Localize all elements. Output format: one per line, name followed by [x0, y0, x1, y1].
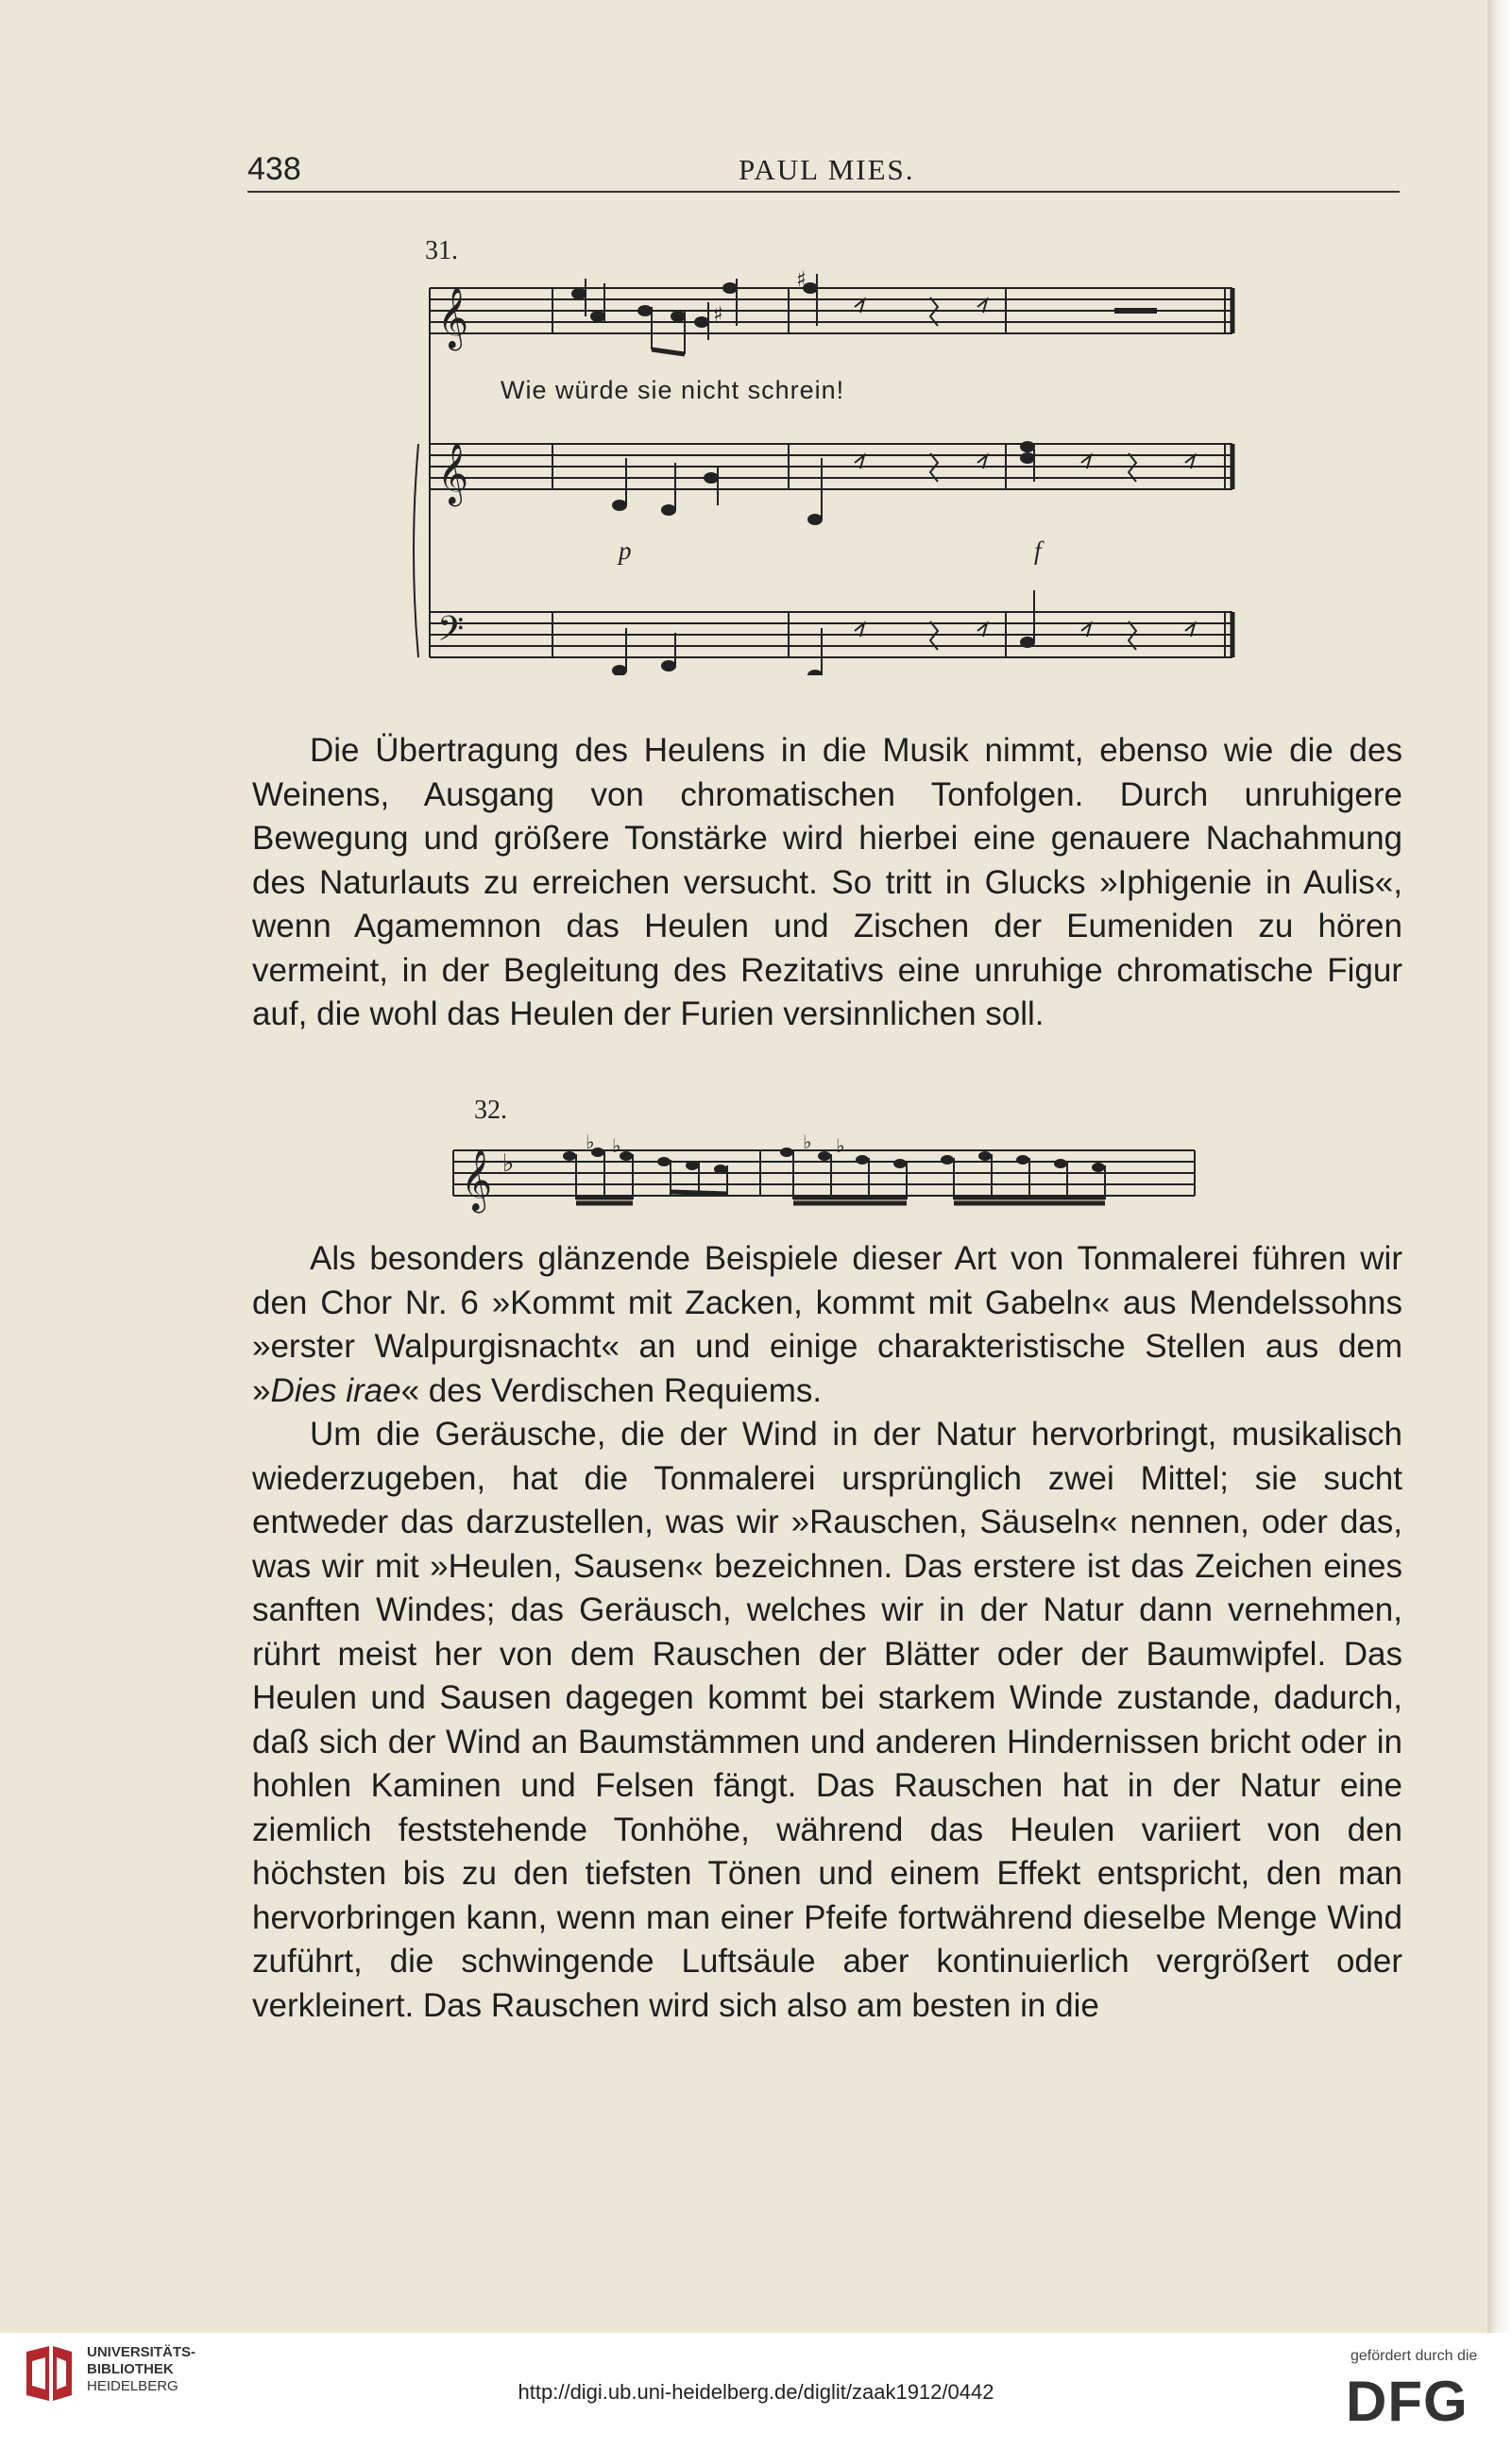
page-number: 438 — [247, 151, 301, 187]
svg-text:♭: ♭ — [586, 1133, 595, 1153]
svg-text:𝄞: 𝄞 — [437, 287, 469, 349]
library-line-2: BIBLIOTHEK — [87, 2361, 174, 2377]
paragraph-2-text-b: « des Verdischen Requiems. — [400, 1371, 823, 1409]
example-32-number: 32. — [474, 1096, 507, 1125]
page-header — [247, 151, 1400, 198]
svg-text:𝄞: 𝄞 — [461, 1149, 493, 1211]
svg-text:♭: ♭ — [803, 1133, 812, 1153]
library-line-1: UNIVERSITÄTS- — [87, 2344, 196, 2360]
example-31-number: 31. — [425, 236, 458, 265]
library-line-3: HEIDELBERG — [87, 2378, 178, 2394]
paragraph-1: Die Übertragung des Heulens in die Musik nimmt, ebenso wie die des Weinens, Ausgang von chromatischen Tonfolgen. Durch unruhigere Bewegung und größere Tonstärke wird hierbei eine genauere Nachahmung des Naturlauts zu erreichen versucht. So tritt in Glucks »Iphigenie in Aulis«, wenn Agamemnon das Heulen und Zischen der Eumeniden zu hören vermeint, in der Begleitung des Rezitativs eine unruhige chromatische Figur auf, die wohl das Heulen der Furien versinnlichen soll. — [252, 732, 1402, 1032]
dynamic-f: f — [1034, 536, 1043, 565]
header-rule — [247, 191, 1400, 193]
svg-text:𝄢: 𝄢 — [437, 609, 465, 657]
page-edge — [1487, 0, 1512, 2333]
dfg-logo: DFG — [1346, 2370, 1469, 2433]
music-example-31 — [401, 269, 1251, 675]
svg-text:♯: ♯ — [713, 303, 723, 327]
svg-text:♯: ♯ — [796, 269, 807, 292]
source-url-link[interactable]: http://digi.ub.uni-heidelberg.de/diglit/zaak1912/0442 — [518, 2380, 994, 2404]
paragraph-1-block — [252, 729, 1402, 1037]
dynamic-p: p — [619, 536, 633, 565]
music-example-32 — [444, 1133, 1199, 1218]
paragraph-3: Um die Geräusche, die der Wind in der Natur hervorbringt, musikalisch wiederzugeben, hat die Tonmalerei ursprünglich zwei Mittel; sie sucht entweder das darzustellen, was wir »Rauschen, Säuseln« nennen, oder das, was wir mit »Heulen, Sausen« bezeichnen. Das erstere ist das Zeichen eines sanften Windes; das Geräusch, welches wir in der Natur dann vernehmen, rührt meist her von dem Rauschen der Blätter oder der Baumwipfel. Das Heulen und Sausen dagegen kommt bei starkem Winde zustande, dadurch, daß sich der Wind an Baumstämmen und anderen Hindernissen bricht oder in hohlen Kaminen und Felsen fängt. Das Rauschen hat in der Natur eine ziemlich feststehende Tonhöhe, während das Heulen variiert von den höchsten bis zu den tiefsten Tönen und einem Effekt entspricht, den man hervorbringen kann, wenn man einer Pfeife fortwährend dieselbe Menge Wind zuführt, die schwingende Luftsäule aber kontinuierlich vergrößert oder verkleinert. Das Rauschen wird sich also am besten in die — [252, 1416, 1402, 2024]
paragraph-2-italic: Dies irae — [270, 1371, 401, 1409]
running-head: PAUL MIES. — [739, 153, 915, 186]
svg-text:♭: ♭ — [612, 1134, 621, 1157]
lyric-line: Wie würde sie nicht schrein! — [501, 376, 845, 404]
svg-text:♭: ♭ — [836, 1134, 845, 1157]
paragraph-2-text-a: Als besonders glänzende Beispiele dieser Art von Tonmalerei führen wir den Chor Nr. 6 »Kommt mit Zacken, kommt mit Gabeln« aus Mendelssohns »erster Walpurgisnacht« an und einige charakteristische Stellen aus dem » — [252, 1240, 1402, 1409]
funded-by-label: gefördert durch die — [1351, 2348, 1478, 2364]
paragraph-2-3-block — [252, 1237, 1402, 2028]
svg-text:♭: ♭ — [502, 1149, 515, 1178]
svg-text:𝄞: 𝄞 — [437, 443, 469, 504]
paragraph-2 — [252, 1237, 1402, 1413]
